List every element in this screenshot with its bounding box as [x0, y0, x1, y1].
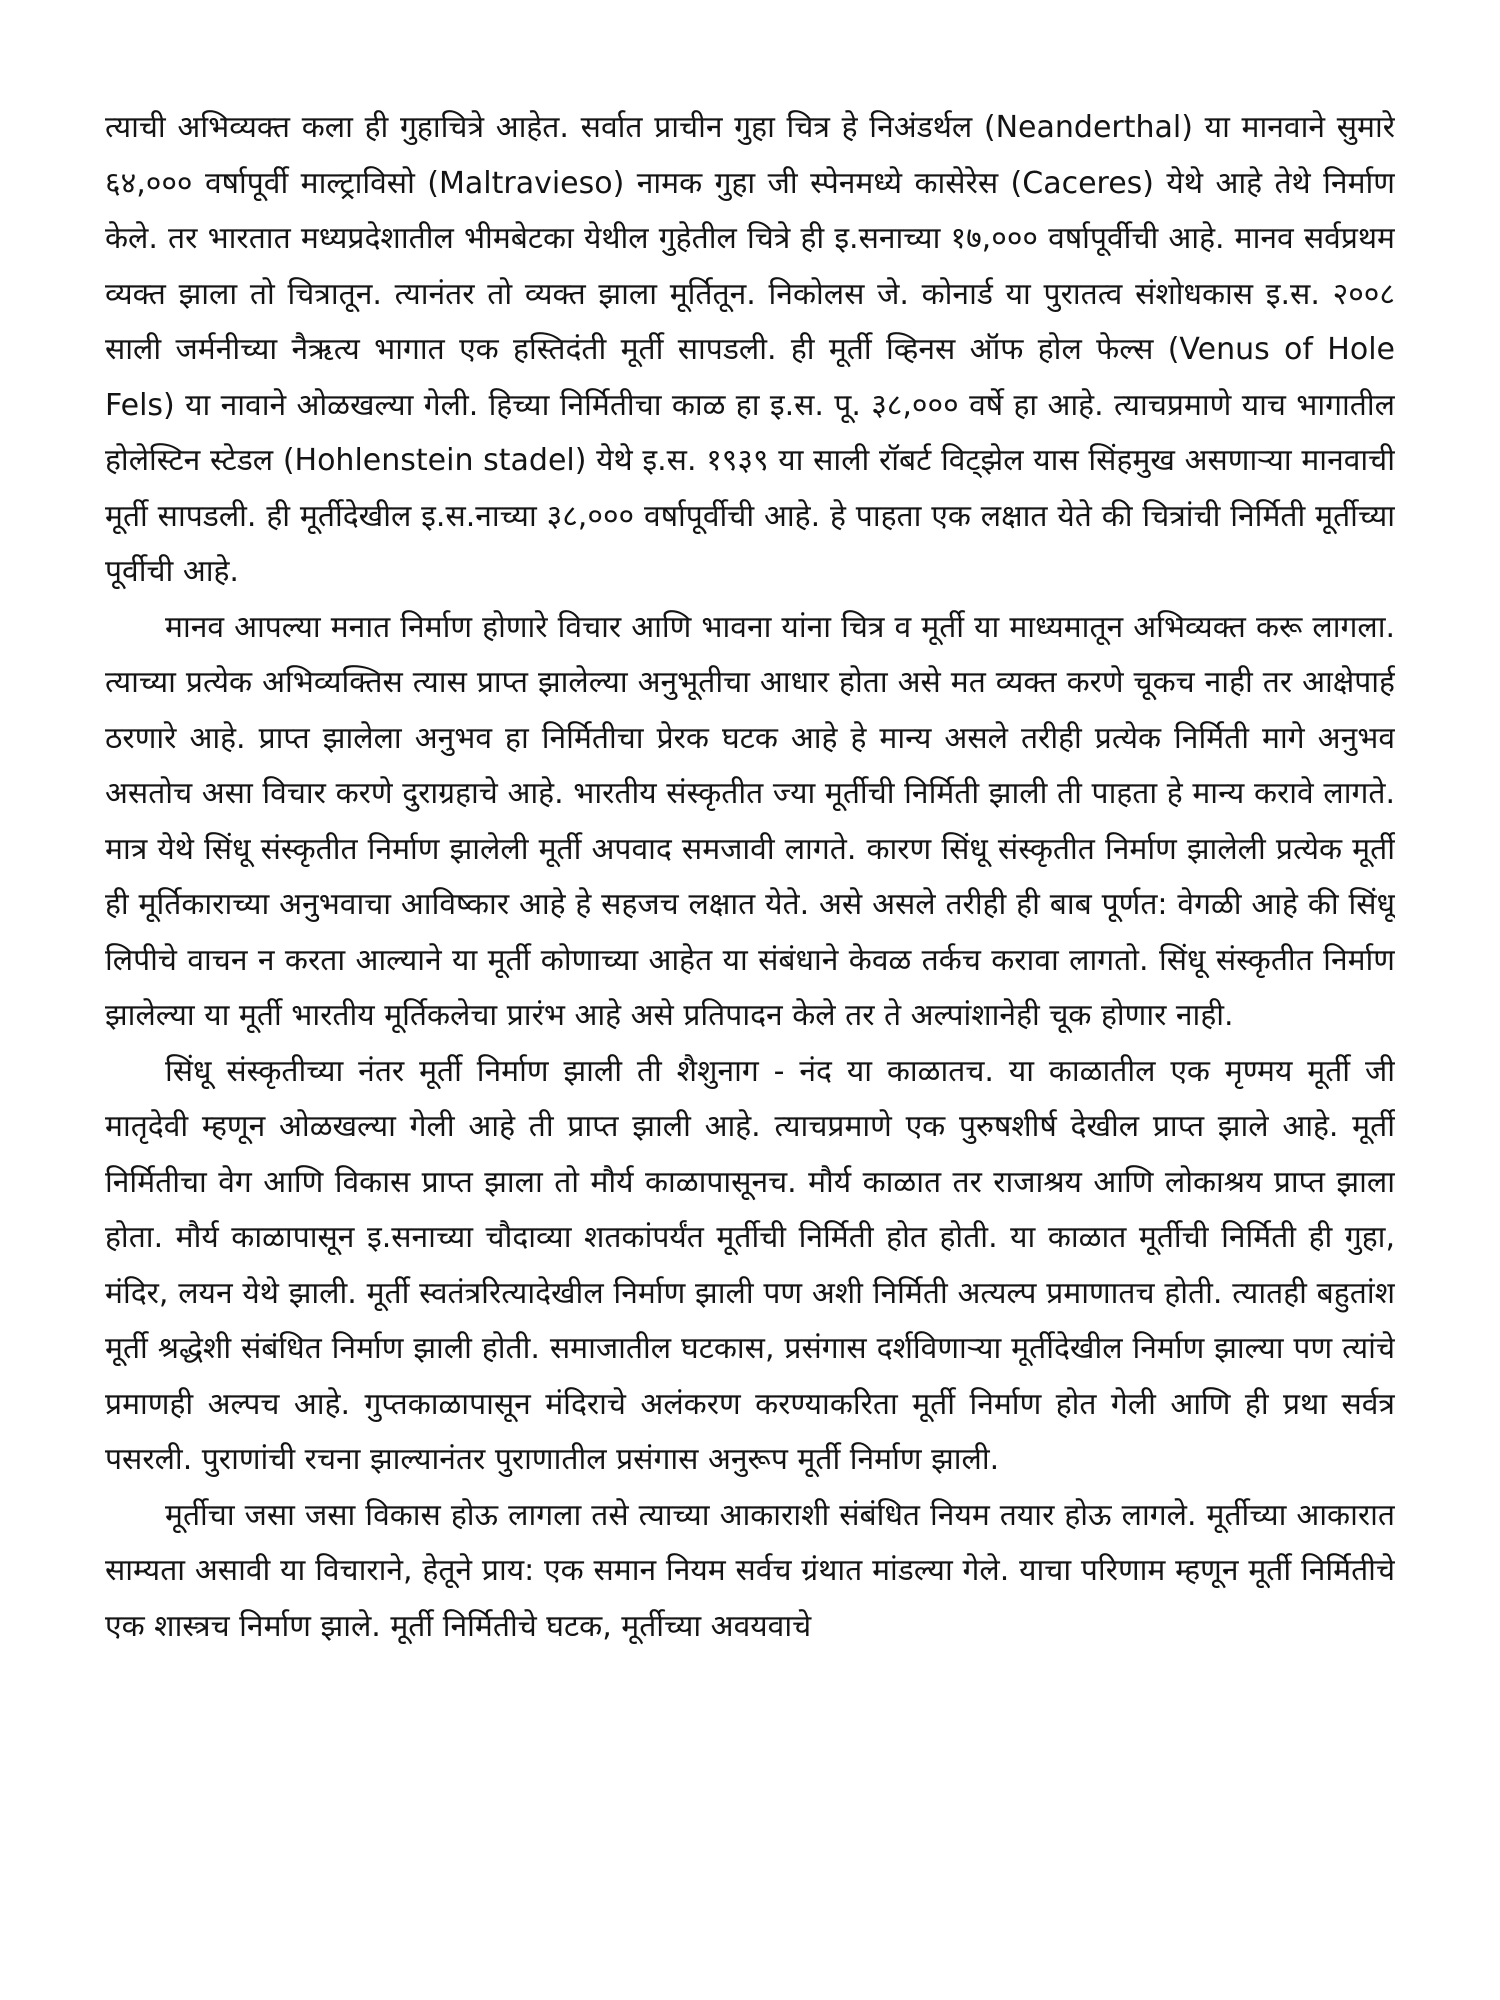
paragraph: त्याची अभिव्यक्त कला ही गुहाचित्रे आहेत. सर्वात प्राचीन गुहा चित्र हे निअंडर्थल (Neanderthal) या मानवाने सुमारे ६४,००० वर्षापूर्वी माल्ट्राविसो (Maltravieso) नामक गुहा जी स्पेनमध्ये कासेरेस (Caceres) येथे आहे तेथे निर्माण केले. तर भारतात मध्यप्रदेशातील भीमबेटका येथील गुहेतील चित्रे ही इ.सनाच्या १७,००० वर्षापूर्वीची आहे. मानव सर्वप्रथम व्यक्त झाला तो चित्रातून. त्यानंतर तो व्यक्त झाला मूर्तितून. निकोलस जे. कोनार्ड या पुरातत्व संशोधकास इ.स. २००८ साली जर्मनीच्या नैऋत्य भागात एक हस्तिदंती मूर्ती सापडली. ही मूर्ती व्हिनस ऑफ होल फेल्स (Venus of Hole Fels) या नावाने ओळखल्या गेली. हिच्या निर्मितीचा काळ हा इ.स. पू. ३८,००० वर्षे हा आहे. त्याचप्रमाणे याच भागातील होलेस्टिन स्टेडल (Hohlenstein stadel) येथे इ.स. १९३९ या साली रॉबर्ट विट्झेल यास सिंहमुख असणाऱ्या मानवाची मूर्ती सापडली. ही मूर्तीदेखील इ.स.नाच्या ३८,००० वर्षापूर्वीची आहे. हे पाहता एक लक्षात येते की चित्रांची निर्मिती मूर्तीच्या पूर्वीची आहे.: [105, 110, 1395, 589]
paragraph: सिंधू संस्कृतीच्या नंतर मूर्ती निर्माण झाली ती शैशुनाग - नंद या काळातच. या काळातील एक मृण्मय मूर्ती जी मातृदेवी म्हणून ओळखल्या गेली आहे ती प्राप्त झाली आहे. त्याचप्रमाणे एक पुरुषशीर्ष देखील प्राप्त झाले आहे. मूर्ती निर्मितीचा वेग आणि विकास प्राप्त झाला तो मौर्य काळापासूनच. मौर्य काळात तर राजाश्रय आणि लोकाश्रय प्राप्त झाला होता. मौर्य काळापासून इ.सनाच्या चौदाव्या शतकांपर्यंत मूर्तीची निर्मिती होत होती. या काळात मूर्तीची निर्मिती ही गुहा, मंदिर, लयन येथे झाली. मूर्ती स्वतंत्ररित्यादेखील निर्माण झाली पण अशी निर्मिती अत्यल्प प्रमाणातच होती. त्यातही बहुतांश मूर्ती श्रद्धेशी संबंधित निर्माण झाली होती. समाजातील घटकास, प्रसंगास दर्शविणाऱ्या मूर्तीदेखील निर्माण झाल्या पण त्यांचे प्रमाणही अल्पच आहे. गुप्तकाळापासून मंदिराचे अलंकरण करण्याकरिता मूर्ती निर्माण होत गेली आणि ही प्रथा सर्वत्र पसरली. पुराणांची रचना झाल्यानंतर पुराणातील प्रसंगास अनुरूप मूर्ती निर्माण झाली.: [105, 1053, 1395, 1477]
document-page: [105, 100, 1395, 1980]
paragraph: मानव आपल्या मनात निर्माण होणारे विचार आणि भावना यांना चित्र व मूर्ती या माध्यमातून अभिव्यक्त करू लागला. त्याच्या प्रत्येक अभिव्यक्तिस त्यास प्राप्त झालेल्या अनुभूतीचा आधार होता असे मत व्यक्त करणे चूकच नाही तर आक्षेपार्ह ठरणारे आहे. प्राप्त झालेला अनुभव हा निर्मितीचा प्रेरक घटक आहे हे मान्य असले तरीही प्रत्येक निर्मिती मागे अनुभव असतोच असा विचार करणे दुराग्रहाचे आहे. भारतीय संस्कृतीत ज्या मूर्तीची निर्मिती झाली ती पाहता हे मान्य करावे लागते. मात्र येथे सिंधू संस्कृतीत निर्माण झालेली मूर्ती अपवाद समजावी लागते. कारण सिंधू संस्कृतीत निर्माण झालेली प्रत्येक मूर्ती ही मूर्तिकाराच्या अनुभवाचा आविष्कार आहे हे सहजच लक्षात येते. असे असले तरीही ही बाब पूर्णत: वेगळी आहे की सिंधू लिपीचे वाचन न करता आल्याने या मूर्ती कोणाच्या आहेत या संबंधाने केवळ तर्कच करावा लागतो. सिंधू संस्कृतीत निर्माण झालेल्या या मूर्ती भारतीय मूर्तिकलेचा प्रारंभ आहे असे प्रतिपादन केले तर ते अल्पांशानेही चूक होणार नाही.: [105, 609, 1395, 1033]
paragraph: मूर्तीचा जसा जसा विकास होऊ लागला तसे त्याच्या आकाराशी संबंधित नियम तयार होऊ लागले. मूर्तीच्या आकारात साम्यता असावी या विचाराने, हेतूने प्राय: एक समान नियम सर्वच ग्रंथात मांडल्या गेले. याचा परिणाम म्हणून मूर्ती निर्मितीचे एक शास्त्रच निर्माण झाले. मूर्ती निर्मितीचे घटक, मूर्तीच्या अवयवाचे: [105, 1497, 1395, 1644]
